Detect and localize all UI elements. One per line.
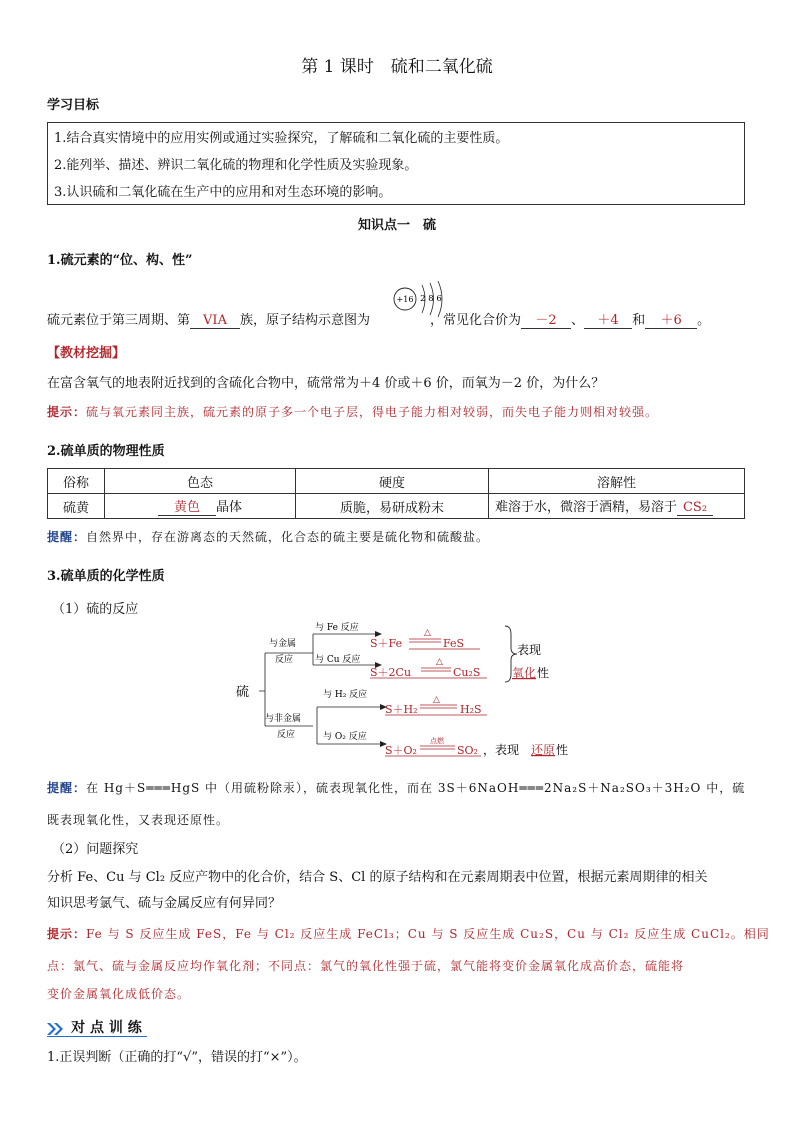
remind-line: 既表现氧化性，又表现还原性。 (47, 813, 230, 827)
nucleus-label: +16 (396, 295, 414, 304)
branch-label: 反应 (275, 655, 294, 665)
table-cell: 难溶于水，微溶于酒精，易溶于 CS₂ (489, 494, 745, 519)
double-chevron-icon (47, 1022, 67, 1036)
reducing-answer: 还原 (531, 743, 556, 757)
knowledge-point-heading: 知识点一 硫 (357, 218, 436, 233)
table-header: 溶解性 (489, 469, 745, 494)
valence-answer: －2 (521, 309, 571, 329)
goal-item: 1.结合真实情境中的应用实例或通过实验探究，了解硫和二氧化硫的主要性质。 (54, 131, 509, 146)
table-row (48, 494, 745, 519)
question-line: 知识思考氯气、硫与金属反应有何异同？ (47, 896, 282, 911)
question-line: 分析 Fe、Cu 与 Cl₂ 反应产物中的化合价，结合 S、Cl 的原子结构和在元素周期表中位置，根据元素周期律的相关 (47, 870, 708, 885)
reaction-label: 与 Cu 反应 (315, 655, 361, 665)
table-header: 硬度 (296, 469, 489, 494)
branch-label: 与金属 (269, 639, 297, 649)
divider (47, 1036, 147, 1037)
equation-right: H₂S (460, 703, 482, 716)
valence-answer: ＋6 (645, 309, 697, 329)
reaction-label: 与 Fe 反应 (315, 623, 359, 633)
training-heading-bar (47, 1017, 142, 1037)
table-cell: 质脆，易研成粉末 (296, 494, 489, 519)
goals-box (47, 122, 745, 205)
goal-item: 3.认识硫和二氧化硫在生产中的应用和对生态环境的影响。 (54, 185, 392, 200)
goal-item: 2.能列举、描述、辨识二氧化硫的物理和化学性质及实验现象。 (54, 158, 418, 173)
physical-properties-table (47, 468, 745, 519)
table-header: 俗称 (48, 469, 105, 494)
section-3-heading: 3.硫单质的化学性质 (47, 569, 165, 584)
reaction-label: 与 O₂ 反应 (323, 732, 367, 742)
subsection-1-heading: （1）硫的反应 (52, 602, 139, 617)
textbook-mining-label: 【教材挖掘】 (47, 346, 126, 361)
hint-line: 变价金属氧化成低价态。 (47, 987, 191, 1001)
heat-symbol: △ (433, 695, 440, 705)
hint-line: 提示：硫与氧元素同主族，硫元素的原子多一个电子层，得电子能力相对较弱，而失电子能力则相对较强。 (47, 405, 659, 419)
equation-left: S＋Fe (370, 637, 403, 650)
mining-question: 在富含氧气的地表附近找到的含硫化合物中，硫常常为＋4 价或＋6 价，而氧为－2 价，为什么？ (47, 376, 605, 391)
equation-right: FeS (443, 637, 465, 650)
equation-left: S＋O₂ (385, 744, 417, 757)
page-title: 第 1 课时 硫和二氧化硫 (301, 57, 493, 77)
section-2-heading: 2.硫单质的物理性质 (47, 444, 165, 459)
table-header: 色态 (105, 469, 296, 494)
show-label: 表现 (517, 643, 542, 657)
group-answer: VIA (190, 313, 240, 329)
remind-line: 提醒：在 Hg＋S═══HgS 中（用硫粉除汞），硫表现氧化性，而在 3S＋6NaOH═══2Na₂S＋Na₂SO₃＋3H₂O 中，硫 (47, 781, 746, 795)
subsection-2-heading: （2）问题探究 (52, 842, 139, 857)
show-label: 性 (537, 666, 550, 680)
hint-line: 提示：Fe 与 S 反应生成 FeS，Fe 与 Cl₂ 反应生成 FeCl₃；Cu 与 S 反应生成 Cu₂S，Cu 与 Cl₂ 反应生成 CuCl₂。相同 (47, 927, 770, 941)
table-cell: 黄色 晶体 (105, 494, 296, 519)
heat-symbol: △ (424, 628, 431, 638)
show-label: ，表现 (483, 743, 520, 757)
equation-left: S＋2Cu (370, 666, 412, 679)
ignite-label: 点燃 (430, 737, 444, 745)
table-cell: 硫黄 (48, 494, 105, 519)
reaction-label: 与 H₂ 反应 (323, 690, 368, 700)
heat-symbol: △ (436, 657, 443, 667)
oxidizing-answer: 氧化 (512, 666, 537, 680)
sulfur-reaction-diagram (225, 618, 595, 768)
branch-label: 反应 (277, 730, 296, 740)
remind-line: 提醒：自然界中，存在游离态的天然硫，化合态的硫主要是硫化物和硫酸盐。 (47, 530, 490, 544)
shell-electrons-label: 2 8 6 (420, 294, 442, 304)
equation-right: SO₂ (457, 744, 478, 757)
equation-left: S＋H₂ (385, 703, 418, 716)
training-item: 1.正误判断（正确的打“√”，错误的打“×”）。 (47, 1050, 307, 1065)
valence-answer: ＋4 (584, 309, 632, 329)
table-header-row (48, 469, 745, 494)
branch-label: 与非金属 (265, 714, 302, 724)
show-label: 性 (556, 743, 569, 757)
hint-line: 点：氯气、硫与金属反应均作氧化剂；不同点：氯气的氧化性强于硫，氯气能将变价金属氧化成高价态，硫能将 (47, 959, 685, 973)
section-1-heading: 1.硫元素的“位、构、性” (47, 253, 193, 268)
training-heading: 对 点 训 练 (71, 1020, 142, 1036)
goals-heading: 学习目标 (47, 98, 100, 113)
root-label: 硫 (236, 685, 250, 700)
equation-right: Cu₂S (453, 666, 481, 679)
sulfur-position-line: 硫元素位于第三周期、第 VIA 族，原子结构示意图为 ，常见化合价为 －2 、 ＋4 和 ＋6 。 (47, 309, 710, 329)
